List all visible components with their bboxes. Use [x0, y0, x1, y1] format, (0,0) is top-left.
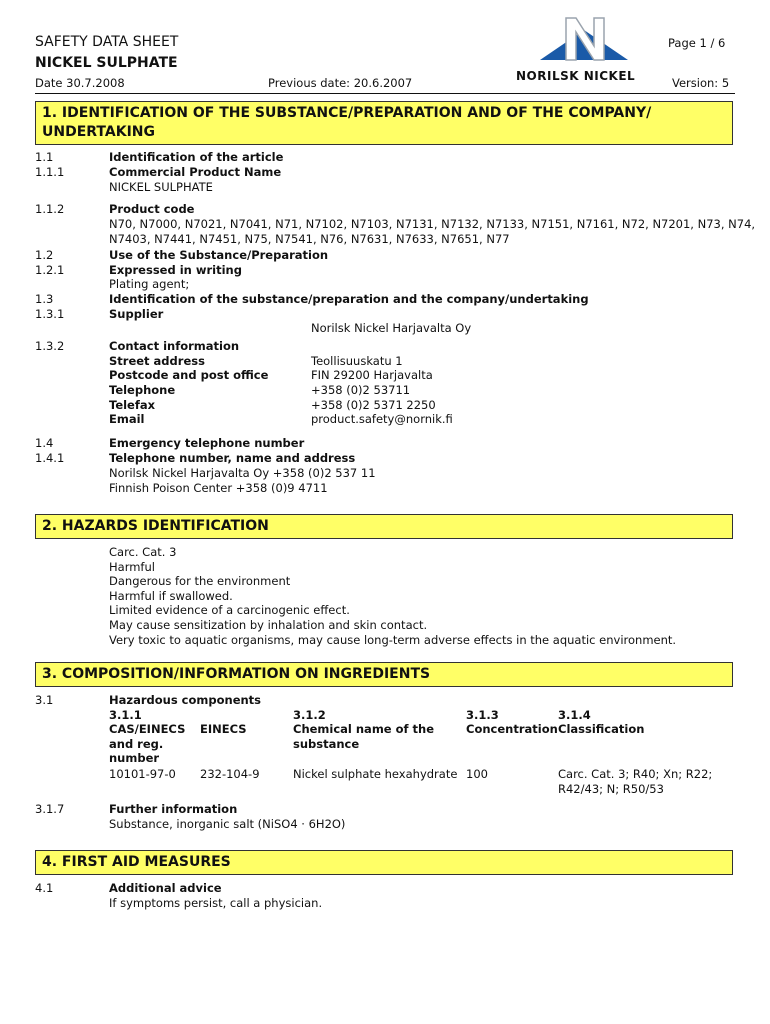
- street-label: Street address: [109, 354, 205, 368]
- hazard-line: Dangerous for the environment: [109, 574, 291, 588]
- item-number: 1.3.2: [35, 339, 65, 353]
- hazard-line: Very toxic to aquatic organisms, may cause long-term adverse effects in the aquatic environment.: [109, 633, 677, 647]
- emergency-line: Finnish Poison Center +358 (0)9 4711: [109, 481, 328, 495]
- version: Version: 5: [672, 76, 730, 90]
- logo-wordmark: NORILSK NICKEL: [516, 69, 636, 83]
- item-number: 1.2.1: [35, 263, 65, 277]
- item-label: Identification of the substance/preparation and the company/undertaking: [109, 292, 589, 306]
- column-number: 3.1.2: [293, 708, 326, 722]
- item-value: Plating agent;: [109, 277, 190, 291]
- telephone-label: Telephone: [109, 383, 176, 397]
- item-label: Use of the Substance/Preparation: [109, 248, 329, 262]
- column-number: 3.1.4: [558, 708, 591, 722]
- hazard-line: May cause sensitization by inhalation and skin contact.: [109, 618, 428, 632]
- previous-date: Previous date: 20.6.2007: [268, 76, 413, 90]
- column-header-cas: and reg.: [109, 737, 164, 751]
- hazard-line: Limited evidence of a carcinogenic effect.: [109, 603, 350, 617]
- item-number: 1.4: [35, 436, 54, 450]
- column-header-chemical: substance: [293, 737, 360, 751]
- telephone-value: +358 (0)2 53711: [311, 383, 411, 397]
- item-label: Supplier: [109, 307, 164, 321]
- item-label: Contact information: [109, 339, 240, 353]
- item-number: 3.1: [35, 693, 54, 707]
- section-2-heading: 2. HAZARDS IDENTIFICATION: [35, 514, 733, 539]
- emergency-line: Norilsk Nickel Harjavalta Oy +358 (0)2 537 11: [109, 466, 376, 480]
- hazard-line: Harmful if swallowed.: [109, 589, 233, 603]
- concentration: 100: [466, 767, 488, 781]
- header-rule: [35, 93, 735, 94]
- column-header-concentration: Concentration: [466, 722, 558, 736]
- item-label: Expressed in writing: [109, 263, 242, 277]
- item-label: Commercial Product Name: [109, 165, 282, 179]
- product-title: NICKEL SULPHATE: [35, 55, 178, 71]
- document-date: Date 30.7.2008: [35, 76, 125, 90]
- column-header-cas: number: [109, 751, 160, 765]
- item-value: Substance, inorganic salt (NiSO4 · 6H2O): [109, 817, 346, 831]
- column-header-chemical: Chemical name of the: [293, 722, 434, 736]
- email-label: Email: [109, 412, 145, 426]
- classification: R42/43; N; R50/53: [558, 782, 664, 796]
- postcode-label: Postcode and post office: [109, 368, 269, 382]
- postcode-value: FIN 29200 Harjavalta: [311, 368, 433, 382]
- item-number: 1.3.1: [35, 307, 65, 321]
- item-value: If symptoms persist, call a physician.: [109, 896, 323, 910]
- classification: Carc. Cat. 3; R40; Xn; R22;: [558, 767, 713, 781]
- item-label: Additional advice: [109, 881, 222, 895]
- column-number: 3.1.3: [466, 708, 499, 722]
- item-label: Identification of the article: [109, 150, 284, 164]
- telefax-label: Telefax: [109, 398, 156, 412]
- item-label: Hazardous components: [109, 693, 262, 707]
- item-number: 1.2: [35, 248, 54, 262]
- item-value: N7403, N7441, N7451, N75, N7541, N76, N7631, N7633, N7651, N77: [109, 232, 510, 246]
- hazard-line: Harmful: [109, 560, 155, 574]
- norilsk-nickel-logo: [538, 16, 630, 64]
- item-number: 1.1.1: [35, 165, 65, 179]
- page-number: Page 1 / 6: [668, 36, 726, 50]
- einecs-number: 232-104-9: [200, 767, 260, 781]
- cas-number: 10101-97-0: [109, 767, 176, 781]
- chemical-name: Nickel sulphate hexahydrate: [293, 767, 458, 781]
- street-value: Teollisuuskatu 1: [311, 354, 403, 368]
- hazard-line: Carc. Cat. 3: [109, 545, 177, 559]
- telefax-value: +358 (0)2 5371 2250: [311, 398, 436, 412]
- item-number: 1.4.1: [35, 451, 65, 465]
- column-header-einecs: EINECS: [200, 722, 247, 736]
- section-3-heading: 3. COMPOSITION/INFORMATION ON INGREDIENTS: [35, 662, 733, 687]
- item-number: 1.1.2: [35, 202, 65, 216]
- column-number: 3.1.1: [109, 708, 142, 722]
- item-number: 4.1: [35, 881, 54, 895]
- item-number: 1.1: [35, 150, 54, 164]
- item-value: NICKEL SULPHATE: [109, 180, 213, 194]
- item-label: Telephone number, name and address: [109, 451, 356, 465]
- column-header-classification: Classification: [558, 722, 645, 736]
- item-label: Product code: [109, 202, 195, 216]
- email-value: product.safety@nornik.fi: [311, 412, 453, 426]
- section-4-heading: 4. FIRST AID MEASURES: [35, 850, 733, 875]
- column-header-cas: CAS/EINECS: [109, 722, 186, 736]
- item-label: Further information: [109, 802, 238, 816]
- item-number: 1.3: [35, 292, 54, 306]
- item-label: Emergency telephone number: [109, 436, 305, 450]
- item-number: 3.1.7: [35, 802, 65, 816]
- document-type: SAFETY DATA SHEET: [35, 34, 179, 50]
- item-value: N70, N7000, N7021, N7041, N71, N7102, N7103, N7131, N7132, N7133, N7151, N7161, N72, N7201, N73, N74,: [109, 217, 756, 231]
- supplier-name: Norilsk Nickel Harjavalta Oy: [311, 321, 472, 335]
- section-1-heading: 1. IDENTIFICATION OF THE SUBSTANCE/PREPARATION AND OF THE COMPANY/ UNDERTAKING: [35, 101, 733, 145]
